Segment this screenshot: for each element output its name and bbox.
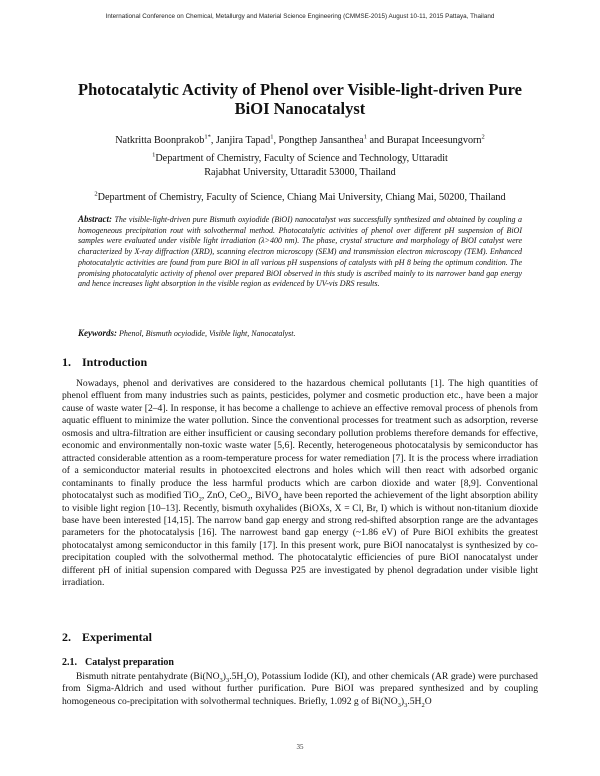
- author-1-affiliation-mark: 1*: [204, 133, 211, 141]
- intro-ceo2-subscript: 2: [247, 495, 251, 503]
- author-3: , Pongthep Jansanthea: [273, 135, 364, 146]
- abstract: [78, 214, 522, 290]
- exp-text: O: [424, 695, 432, 707]
- author-1: Natkritta Boonprakob: [115, 135, 205, 146]
- intro-tio2: TiO: [183, 490, 199, 502]
- exp-text: Bismuth nitrate pentahydrate (Bi(NO: [76, 671, 220, 682]
- section-heading-introduction: [62, 355, 147, 370]
- subsection-title: Catalyst preparation: [85, 657, 174, 668]
- paper-title: [62, 80, 538, 118]
- author-4-affiliation-mark: 2: [481, 133, 485, 141]
- section-number: 2.: [62, 630, 71, 644]
- introduction-paragraph: [62, 378, 538, 590]
- affiliation-1-line-2: Rajabhat University, Uttaradit 53000, Thailand: [204, 167, 396, 178]
- section-heading-experimental: [62, 630, 152, 645]
- section-title: Experimental: [82, 630, 152, 644]
- exp-text: ): [400, 695, 405, 707]
- abstract-label: Abstract:: [78, 214, 113, 224]
- running-header: International Conference on Chemical, Metallurgy and Material Science Engineering (CMMSE-2015) August 10-11, 2015 Pattaya, Thailand: [105, 13, 495, 20]
- exp-subscript: 3: [404, 701, 408, 709]
- intro-bivo4-subscript: 4: [278, 495, 282, 503]
- affiliation-2-line-1: Department of Chemistry, Faculty of Science, Chiang Mai University, Chiang Mai, 50200, Thailand: [97, 192, 506, 203]
- author-2-affiliation-mark: 1: [270, 133, 274, 141]
- intro-tio2-subscript: 2: [198, 495, 202, 503]
- affiliation-1-line-1: Department of Chemistry, Faculty of Science and Technology, Uttaradit: [155, 153, 448, 164]
- title-line-1: Photocatalytic Activity of Phenol over Visible-light-driven Pure: [78, 80, 522, 99]
- exp-subscript: 3: [219, 676, 223, 684]
- exp-subscript: 2: [421, 701, 425, 709]
- author-3-affiliation-mark: 1: [363, 133, 367, 141]
- keywords-text: Phenol, Bismuth ocyiodide, Visible light, Nanocatalyst.: [117, 329, 296, 338]
- subsection-heading-catalyst-preparation: [62, 657, 174, 668]
- keywords: [78, 328, 522, 338]
- exp-subscript: 3: [397, 701, 401, 709]
- author-list: [62, 134, 538, 147]
- exp-text: O), Potassium Iodide (KI), and other chemicals (AR grade) were purchased from Sigma-Aldrich and used without further purification. Pure BiOI was prepared synthesized and by coupling homogeneous co-precipitation with solvothermal techniques. Briefly, 1.092 g of Bi(NO: [62, 671, 538, 707]
- title-line-2: BiOI Nanocatalyst: [234, 99, 366, 118]
- keywords-label: Keywords:: [78, 328, 117, 338]
- author-4: and Burapat Inceesungvorn: [366, 135, 482, 146]
- subsection-number: 2.1.: [62, 657, 77, 668]
- affiliation-1: [62, 152, 538, 180]
- intro-zno-ceo2: , ZnO, CeO: [201, 490, 248, 502]
- affiliation-2-mark: 2: [94, 190, 98, 198]
- intro-text-part-1: Nowadays, phenol and derivatives are considered to the hazardous chemical pollutants [1]. The high quantities of phenol effluent from many industries such as paints, pesticides, polymer and cosmetic production etc., have been a major cause of waste water [2–4]. In response, it has become a challenge to achieve an effective removal process of phenols from aquatic effluent to minimize the water pollution. Since the conventional processes for treatment such as adsorption, reverse osmosis and ultra-filtration are either insufficient or causing secondary pollution problems therefore demands for effective, economic and environmentally non-toxic waste water [5,6]. Recently, heterogeneous photocatalysis by semiconductor has attracted considerable attention as a room-temperature process for water remediation [7]. It is the process where irradiation of a semiconductor material results in photoexcited electrons and holes which will then react with adsorbed organic contaminants to finally produce the less harmful products which are carbon dioxide and water [8,9]. Conventional photocatalyst such as modified: [62, 378, 538, 502]
- affiliation-1-mark: 1: [152, 151, 156, 159]
- section-title: Introduction: [82, 355, 148, 369]
- exp-subscript: 2: [243, 676, 247, 684]
- abstract-text: The visible-light-driven pure Bismuth oxyiodide (BiOI) nanocatalyst was successfully synthesized and obtained by coupling a homogeneous precipitation rout with solvothermal method. Photocatalytic activities of phenol over different pH suspension of BiOI samples were evaluated under visible light irradiation (λ>400 nm). The phase, crystal structure and morphology of BiOI catalyst were characterized by X-ray diffraction (XRD), scanning electron microscopy (SEM) and transmission electron microscopy (TEM). Enhanced photocatalytic activities are found from pure BiOI in all various pH suspensions of catalysts with pH 8 being the optimum condition. The promising photocatalytic activity of phenol over prepared BiOI observed in this study is ascribed mainly to its narrower band gap energy and hence increases light absorption in the visible region as evidenced by UV-vis DRS results.: [78, 215, 522, 289]
- exp-text: .5H: [229, 671, 244, 682]
- exp-subscript: 3: [225, 676, 230, 684]
- intro-text-part-2: have been reported the achievement of the light absorption ability to visible light region [10–13]. Recently, bismuth oxyhalides (BiOXs, X = Cl, Br, I) which is without non-titanium dioxide base have been interested [14,15]. The narrow band gap energy and strong red-shifted absorption range are the advantages parameters for the photocatalysis [16]. The narrowest band gap energy (~1.86 eV) of Pure BiOI exhibits the greatest photocatalyst among semiconductor in this family [17]. In this present work, pure BiOI nanocatalyst is synthesized by co-precipitation coupled with the solvothermal method. The photocatalytic efficiencies of pure BiOI nanocatalyst under different pH of initial supension compared with Degussa P25 are investigated by phenol degradation under visible light irradiation.: [62, 490, 538, 589]
- intro-bivo4: , BiVO: [250, 490, 279, 502]
- page-number: 35: [296, 743, 304, 751]
- experimental-paragraph: [62, 671, 538, 708]
- section-number: 1.: [62, 355, 71, 369]
- exp-text: ): [222, 671, 226, 682]
- author-2: , Janjira Tapad: [210, 135, 271, 146]
- exp-text: .5H: [407, 695, 422, 707]
- affiliation-2: [62, 191, 538, 205]
